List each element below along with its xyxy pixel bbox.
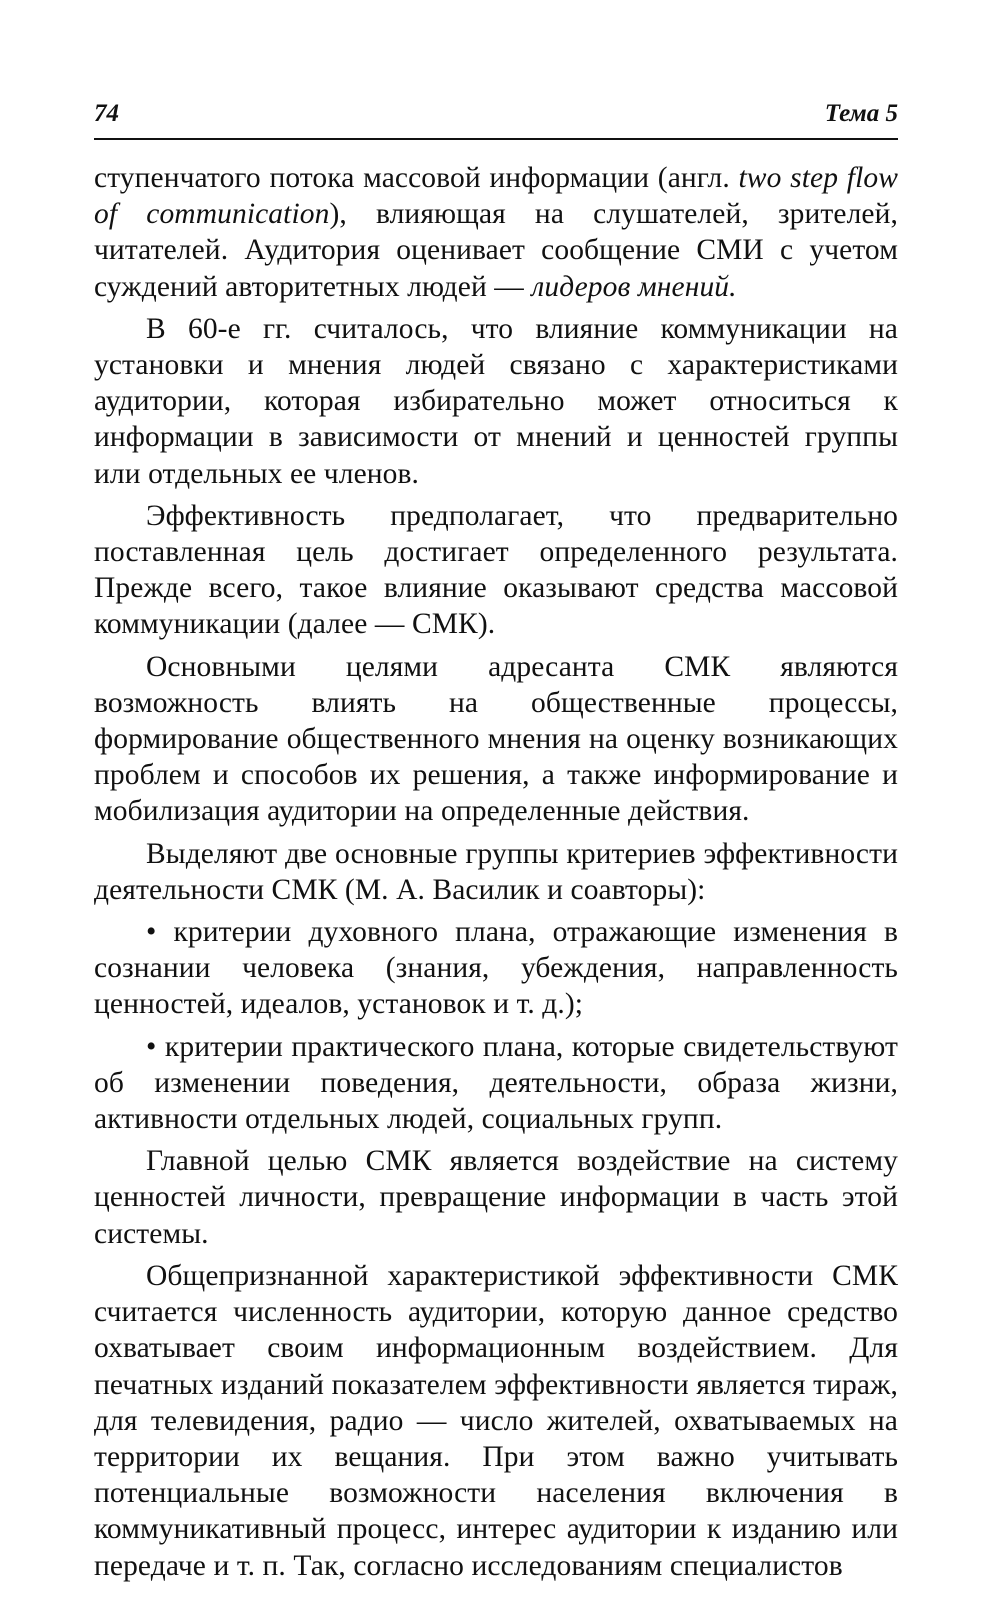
book-page bbox=[94, 100, 898, 1590]
italic-term: лидеров мнений. bbox=[531, 270, 737, 303]
page-number: 74 bbox=[94, 100, 119, 127]
bullet-item-1: • критерии духовного плана, отражающие изменения в сознании человека (знания, убеждения, направленность ценностей, идеалов, установок и т. д.); bbox=[94, 916, 898, 1021]
paragraph-4: Основными целями адресанта СМК являются возможность влиять на общественные процессы, формирование общественного мнения на оценку возникающих проблем и способов их решения, а также информирование и мобилизация аудитории на определенные действия. bbox=[94, 650, 898, 828]
paragraph-5: Выделяют две основные группы критериев эффективности деятельности СМК (М. А. Василик и соавторы): bbox=[94, 837, 898, 906]
section-title: Тема 5 bbox=[824, 100, 898, 127]
bullet-item-2: • критерии практического плана, которые свидетельствуют об изменении поведения, деятельности, образа жизни, активности отдельных людей, социальных групп. bbox=[94, 1030, 898, 1136]
paragraph-3: Эффективность предполагает, что предварительно поставленная цель достигает определенного результата. Прежде всего, такое влияние оказывают средства массовой коммуникации (далее — СМК). bbox=[94, 499, 898, 641]
body-text bbox=[94, 160, 898, 1584]
italic-term: two step flow of communication bbox=[94, 162, 898, 231]
text-run: ступенчатого потока массовой информации (англ. bbox=[94, 162, 739, 194]
running-header bbox=[94, 100, 898, 140]
paragraph-6: Главной целью СМК является воздействие на систему ценностей личности, превращение информации в часть этой системы. bbox=[94, 1145, 898, 1250]
paragraph-7: Общепризнанной характеристикой эффективности СМК считается численность аудитории, которую данное средство охватывает своим информационным воздействием. Для печатных изданий показателем эффективности является тираж, для телевидения, радио — число жителей, охватываемых на территории их вещания. При этом важно учитывать потенциальные возможности населения включения в коммуникативный процесс, интерес аудитории к изданию или передаче и т. п. Так, согласно исследованиям специалистов bbox=[94, 1259, 898, 1582]
paragraph-2: В 60-е гг. считалось, что влияние коммуникации на установки и мнения людей связано с характеристиками аудитории, которая избирательно может относиться к информации в зависимости от мнений и ценностей группы или отдельных ее членов. bbox=[94, 312, 898, 490]
paragraph-1 bbox=[94, 160, 898, 305]
text-run: ), влияющая на слушателей, зрителей, читателей. Аудитория оценивает сообщение СМИ с учетом суждений авторитетных людей — bbox=[94, 198, 898, 303]
